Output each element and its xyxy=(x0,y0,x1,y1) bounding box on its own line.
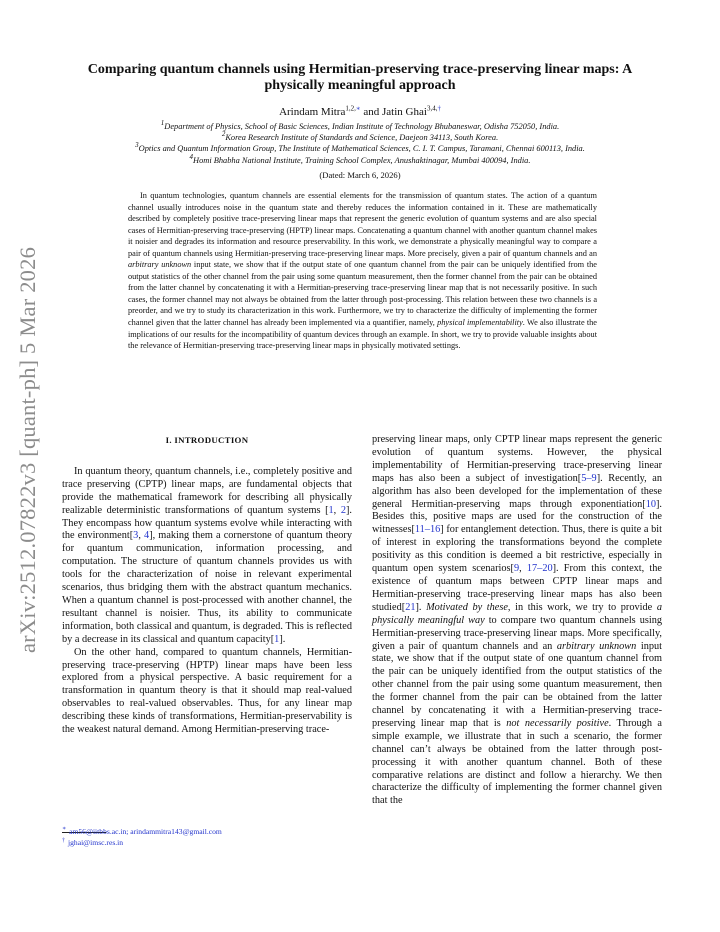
footnote-2-mark: † xyxy=(62,837,65,844)
paper-title: Comparing quantum channels using Hermitian-preserving trace-preserving linear maps: A physically meaningful approach xyxy=(87,62,633,93)
emphasis-text: arbitrary unknown xyxy=(556,640,637,652)
emphasis-text: not necessarily positive xyxy=(506,717,609,729)
author-1-affiliation-marks: 1,2, xyxy=(345,104,356,113)
footnote-2-email-link[interactable]: jghai@imsc.res.in xyxy=(68,838,124,848)
author-line xyxy=(70,106,650,118)
abstract xyxy=(128,190,597,352)
footnotes xyxy=(62,826,352,849)
right-column xyxy=(372,434,662,808)
intro-paragraph-2: On the other hand, compared to quantum channels, Hermitian-preserving trace-preserving (HPTP) linear maps have been less explored from a physical perspective. A basic requirement for a transformation in quantum theory is that it should map real-valued observables to real-valued observables. Thus, for any linear map describing these kinds of transformations, Hermitian-preservability is the weakest natural demand. Among Hermitian-preserving trace- xyxy=(62,646,352,736)
footnote-1 xyxy=(62,826,352,837)
dated-line: (Dated: March 6, 2026) xyxy=(319,170,401,180)
author-2: Jatin Ghai xyxy=(382,106,427,118)
paragraph-text: . Through a simple example, we illustrate that in such a scenario, the former channel can’t always be obtained from the latter through post-processing it with another quantum channel. Both of these comparative relations are distinct and follow a hierarchy. We then characterize the difficulty of implementing the former channel given that the xyxy=(372,717,662,807)
affiliation-2 xyxy=(50,132,670,143)
paragraph-text: , xyxy=(333,504,341,516)
citation-link[interactable]: 5–9 xyxy=(581,472,597,484)
citation-link[interactable]: 2 xyxy=(340,504,346,516)
abstract-text-3: . We also illustrate the implications of our results for the incompatibility of quantum devices through an example. In short, we try to provide valuable insights about the relevance of Hermitian-preserving trace-preserving linear maps in physically motivated settings. xyxy=(128,318,597,351)
paragraph-text: , xyxy=(138,530,145,542)
paragraph-text: ]. xyxy=(279,633,286,645)
author-2-affiliation-marks: 3,4, xyxy=(426,104,438,113)
affiliation-4 xyxy=(50,152,670,166)
footnote-1-email-link[interactable]: am56@iitbbs.ac.in; arindammitra143@gmail.com xyxy=(69,827,222,836)
citation-link[interactable]: 1 xyxy=(274,633,280,645)
paragraph-text: preserving linear maps, only CPTP linear maps represent the generic evolution of quantum systems. However, the physical implementability of Hermitian-preserving trace-preserving linear maps has also been a subject of investigation[ xyxy=(372,434,662,484)
abstract-text-1: In quantum technologies, quantum channels are essential elements for the transmission of quantum states. The action of a quantum channel usually introduces noise in the quantum state and thereby reduces the information contained in it. These are mathematically described by completely positive trace-preserving linear maps that represent the generic evolution of quantum systems and are also special cases of Hermitian-preserving trace-preserving (HPTP) linear maps. Concatenating a quantum channel with another quantum channel makes it noisier and degrades its information and resource preservability. In this work, we demonstrate a physically meaningful way to compare a pair of quantum channels using Hermitian-preserving trace-preserving linear maps. More precisely, given a pair of quantum channels and an xyxy=(128,191,597,258)
affiliation-2-text: Korea Research Institute of Standards and Science, Daejeon 34113, South Korea. xyxy=(225,133,499,143)
affiliation-3 xyxy=(50,143,670,154)
paragraph-text: ]. xyxy=(415,601,427,613)
arxiv-identifier: arXiv:2512.07822v3 [quant-ph] 5 Mar 2026 xyxy=(15,246,40,654)
author-1-footnote-mark[interactable]: ∗ xyxy=(355,104,361,113)
affiliation-4-mark: 4 xyxy=(189,152,194,161)
paragraph-text: ]. Recently, an algorithm has also been developed for the implementation of these general Hermitian-preserving maps through exponentiation[ xyxy=(372,472,662,510)
abstract-text-2: input state, we show that if the output state of one quantum channel from the pair can be uniquely identified from the output statistics of the other channel from the pair using some quantum measurement, then the former channel from the pair can be obtained from the latter channel by concatenating it with a Hermitian-preserving trace-preserving linear map that is not necessarily positive. In such cases, the former channel may not always be obtained from the latter through post-processing. This relation between these two channels is a preorder, and we try to study its characterization in this work. Furthermore, we try to characterize the difficulty of implementing the former channel given that the latter channel has already been implemented via a quantifier, namely, xyxy=(128,260,597,328)
citation-link[interactable]: 11–16 xyxy=(414,524,441,536)
affiliation-2-mark: 2 xyxy=(221,130,226,139)
footnote-2 xyxy=(62,837,352,848)
paragraph-text: ]. They encompass how quantum systems evolve while interacting with the environment[ xyxy=(62,504,352,542)
citation-link[interactable]: 9 xyxy=(513,563,520,575)
paragraph-text: ]. From this context, the existence of quantum maps between CPTP linear maps and Hermitian-preserving trace-preserving linear maps has also been studied[ xyxy=(372,563,663,613)
paragraph-text: to compare two quantum channels using Hermitian-preserving trace-preserving linear maps. More specifically, given a pair of quantum channels and an xyxy=(372,614,663,652)
paragraph-text: , xyxy=(519,563,527,575)
affiliation-1-text: Department of Physics, School of Basic Sciences, Indian Institute of Technology Bhubaneswar, Odisha 752050, India. xyxy=(164,122,560,131)
citation-link[interactable]: 3 xyxy=(133,530,139,542)
citation-link[interactable]: 4 xyxy=(144,530,150,542)
affiliation-1-mark: 1 xyxy=(160,119,165,128)
citation-link[interactable]: 1 xyxy=(328,504,334,516)
footnote-1-mark: ∗ xyxy=(62,826,67,833)
citation-link[interactable]: 17–20 xyxy=(526,563,553,575)
paragraph-text: ], making them a cornerstone of quantum theory for quantum communication, information processing, and computation. The structure of quantum channels provides us with tools for the characterization of noise in relevant experimental scenarios, thus bridging them with the abstract quantum mechanics. When a quantum channel is post-processed with another channel, the resultant channel is noisier. Thus, its ability to communicate information, both classical and quantum, is degraded. This is reflected by a decrease in its classical and quantum capacity[ xyxy=(62,530,352,645)
author-conjunction: and xyxy=(360,106,383,118)
author-2-footnote-mark[interactable]: † xyxy=(437,104,441,113)
paragraph-text: ]. Besides this, positive maps are used for the construction of the witnesses[ xyxy=(372,498,662,536)
author-1: Arindam Mitra xyxy=(279,106,346,118)
emphasis-text: Motivated by these xyxy=(426,601,508,613)
affiliations xyxy=(50,121,670,166)
abstract-emphasis-1: arbitrary unknown xyxy=(128,260,192,270)
paragraph-text: input state, we show that if the output state of one quantum channel from the pair can be uniquely identified from the output statistics of the other channel from the pair using some quantum measurement, then the former channel from the pair can be obtained from the latter channel by concatenating it with a Hermitian-preserving trace-preserving linear map that is xyxy=(372,640,662,729)
affiliation-3-mark: 3 xyxy=(135,141,139,150)
paragraph-text: , in this work, we try to provide xyxy=(507,601,657,613)
abstract-emphasis-2: physical implementability xyxy=(437,318,523,328)
citation-link[interactable]: 21 xyxy=(405,601,416,613)
intro-paragraph-1 xyxy=(62,466,352,647)
arxiv-sidebar-stamp xyxy=(5,240,51,660)
emphasis-text: a physically meaningful way xyxy=(372,601,662,626)
affiliation-1 xyxy=(50,121,670,132)
affiliation-3-text: Optics and Quantum Information Group, The Institute of Mathematical Sciences, C. I. T. Campus, Taramani, Chennai 600113, India. xyxy=(138,144,585,154)
citation-link[interactable]: 10 xyxy=(645,498,656,510)
section-heading-introduction: I. INTRODUCTION xyxy=(165,435,249,445)
paragraph-text: In quantum theory, quantum channels, i.e., completely positive and trace preserving (CPTP) linear maps, are fundamental objects that provide the mathematical framework for describing all physically realizable deterministic transformations of quantum systems [ xyxy=(62,465,352,516)
intro-paragraph-2-continued xyxy=(372,434,662,808)
affiliation-4-text: Homi Bhabha National Institute, Training School Complex, Anushaktinagar, Mumbai 400094, India. xyxy=(193,155,531,165)
left-column xyxy=(62,434,352,737)
paragraph-text: ] for entanglement detection. Thus, there is quite a bit of interest in exploring the transformations beyond the complete positivity as this condition is deemed a bit restrictive, especially in quantum open system scenarios[ xyxy=(372,524,662,575)
